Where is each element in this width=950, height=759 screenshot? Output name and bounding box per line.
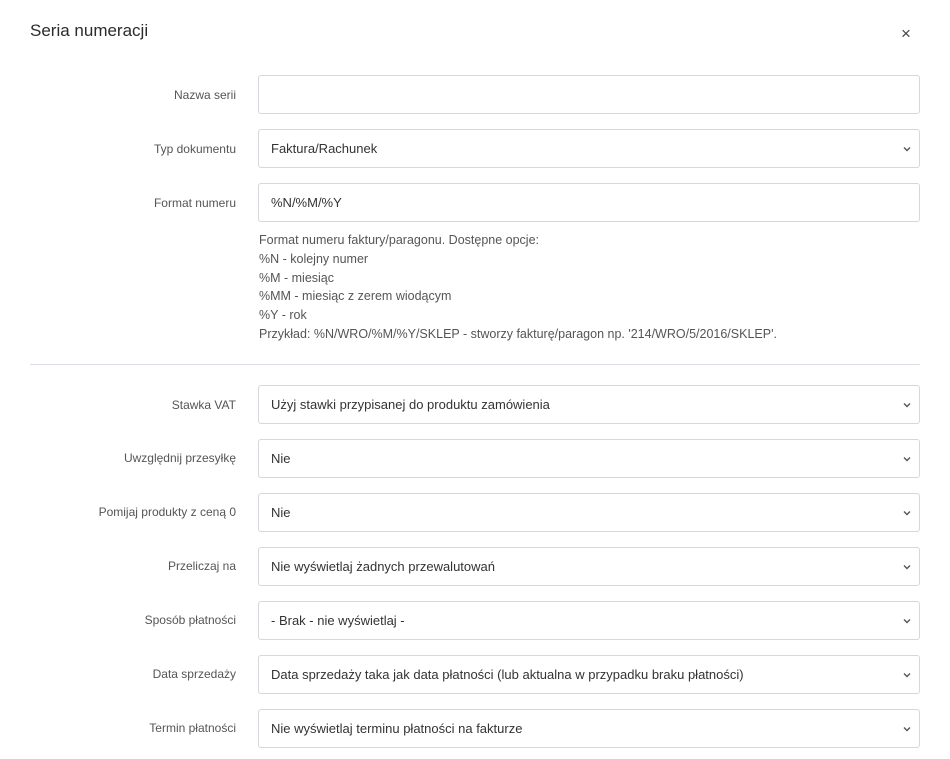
series-name-label: Nazwa serii xyxy=(173,88,236,102)
chevron-down-icon xyxy=(901,399,913,411)
include-shipping-label: Uwzględnij przesyłkę xyxy=(123,451,236,465)
payment-term-row xyxy=(0,709,950,748)
convert-to-label: Przeliczaj na xyxy=(167,559,236,573)
number-format-help xyxy=(259,231,919,344)
section-divider xyxy=(30,364,920,365)
close-icon[interactable]: × xyxy=(901,24,911,43)
vat-rate-value: Użyj stawki przypisanej do produktu zamówienia xyxy=(271,397,550,412)
sale-date-value: Data sprzedaży taka jak data płatności (lub aktualna w przypadku braku płatności) xyxy=(271,667,744,682)
dialog-title: Seria numeracji xyxy=(30,21,149,40)
help-option-mm: %MM - miesiąc z zerem wiodącym xyxy=(259,289,452,304)
document-type-select[interactable] xyxy=(258,129,920,168)
document-type-row xyxy=(0,129,950,168)
skip-zero-price-label: Pomijaj produkty z ceną 0 xyxy=(98,505,236,519)
vat-rate-label: Stawka VAT xyxy=(171,398,236,412)
help-intro: Format numeru faktury/paragonu. Dostępne opcje: xyxy=(259,233,540,247)
document-type-label: Typ dokumentu xyxy=(153,142,236,156)
payment-method-select[interactable] xyxy=(258,601,920,640)
payment-term-select[interactable] xyxy=(258,709,920,748)
chevron-down-icon xyxy=(901,615,913,627)
sale-date-label: Data sprzedaży xyxy=(152,667,236,681)
chevron-down-icon xyxy=(901,453,913,465)
convert-to-select[interactable] xyxy=(258,547,920,586)
sale-date-row xyxy=(0,655,950,694)
include-shipping-row xyxy=(0,439,950,478)
chevron-down-icon xyxy=(901,723,913,735)
skip-zero-price-select[interactable] xyxy=(258,493,920,532)
chevron-down-icon xyxy=(901,143,913,155)
series-name-input[interactable] xyxy=(258,75,920,114)
number-format-label: Format numeru xyxy=(153,196,236,210)
document-type-value: Faktura/Rachunek xyxy=(271,141,378,156)
series-name-row xyxy=(0,75,950,114)
payment-method-value: - Brak - nie wyświetlaj - xyxy=(271,613,405,628)
payment-term-value: Nie wyświetlaj terminu płatności na fakturze xyxy=(271,721,523,736)
convert-to-row xyxy=(0,547,950,586)
chevron-down-icon xyxy=(901,561,913,573)
number-format-input[interactable] xyxy=(258,183,920,222)
help-option-m: %M - miesiąc xyxy=(259,270,335,285)
include-shipping-value: Nie xyxy=(271,451,291,466)
include-shipping-select[interactable] xyxy=(258,439,920,478)
chevron-down-icon xyxy=(901,507,913,519)
convert-to-value: Nie wyświetlaj żadnych przewalutowań xyxy=(271,559,495,574)
help-example: Przykład: %N/WRO/%M/%Y/SKLEP - stworzy fakturę/paragon np. '214/WRO/5/2016/SKLEP'. xyxy=(259,326,777,341)
number-format-row xyxy=(0,183,950,222)
chevron-down-icon xyxy=(901,669,913,681)
payment-method-label: Sposób płatności xyxy=(144,613,236,627)
vat-rate-select[interactable] xyxy=(258,385,920,424)
help-option-y: %Y - rok xyxy=(259,308,307,323)
vat-rate-row xyxy=(0,385,950,424)
skip-zero-price-value: Nie xyxy=(271,505,291,520)
payment-term-label: Termin płatności xyxy=(149,721,236,735)
sale-date-select[interactable] xyxy=(258,655,920,694)
payment-method-row xyxy=(0,601,950,640)
help-option-n: %N - kolejny numer xyxy=(259,251,369,266)
skip-zero-price-row xyxy=(0,493,950,532)
